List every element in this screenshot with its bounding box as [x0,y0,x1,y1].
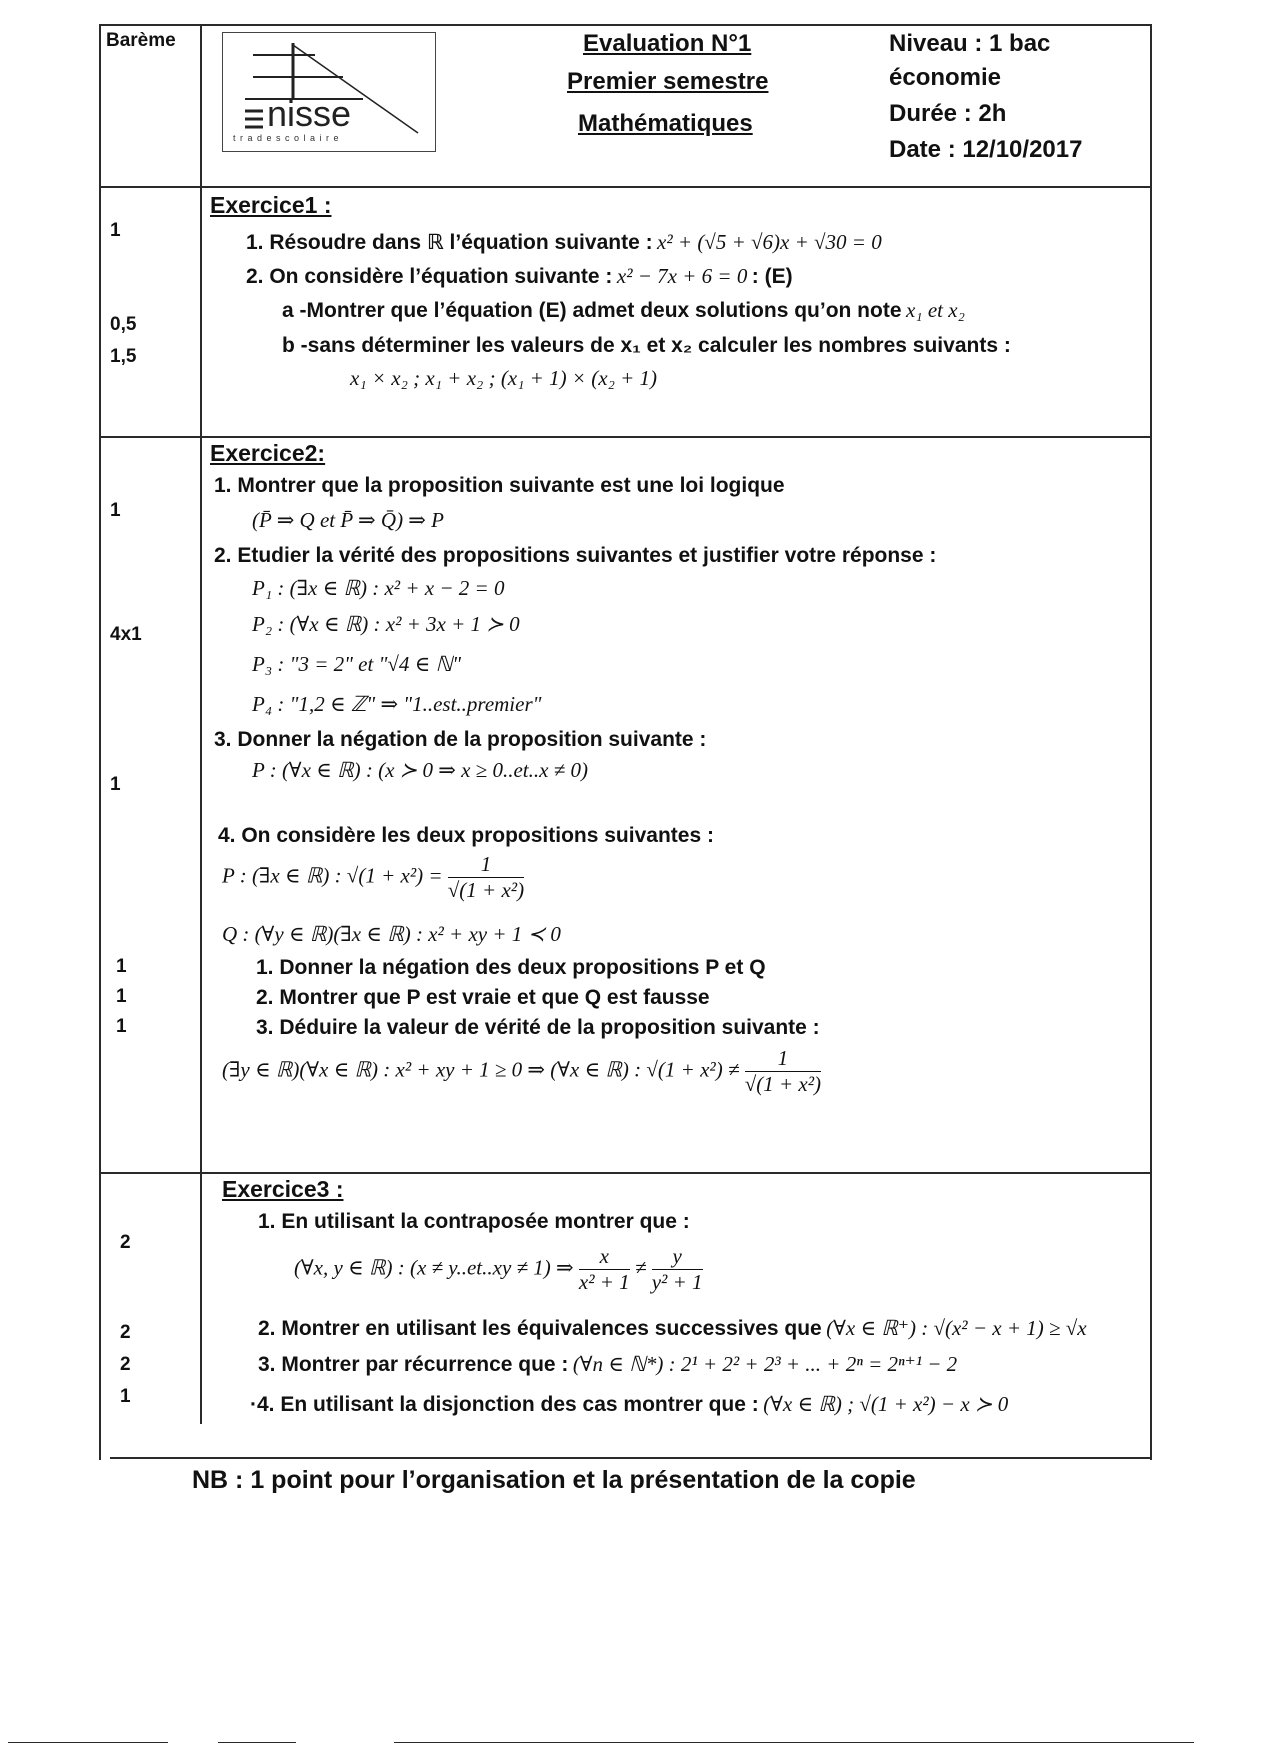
ex3-score-1: 2 [120,1232,131,1253]
ex2-s3-fraction [745,1046,821,1097]
subject-title: Mathématiques [578,110,753,137]
ex2-s3: 3. Déduire la valeur de vérité de la proposition suivante : [256,1016,820,1039]
table-bottom-border [110,1457,1152,1459]
ex3-score-3: 2 [120,1354,131,1375]
ex3-q1-den1: x² + 1 [578,1270,630,1294]
ex2-p4: P₄ : "1,2 ∈ ℤ" ⇒ "1..est..premier" [252,692,542,716]
ex3-q1-num1: x [579,1244,630,1270]
ex2-q1-text: 1. Montrer que la proposition suivante est une loi logique [214,474,785,497]
ex2-s3-den: √(1 + x²) [744,1072,822,1096]
ex1-q2-text: 2. On considère l’équation suivante : [246,265,613,288]
scan-edge-line-3 [394,1742,1194,1743]
ex3-q2-math: (∀x ∈ ℝ⁺) : √(x² − x + 1) ≥ √x [826,1316,1087,1340]
ex1-q2 [246,264,793,289]
ex2-q4-p-left: P : (∃x ∈ ℝ) : √(1 + x²) = [222,863,443,888]
ex2-q4-p [222,852,524,903]
ex2-p1: P₁ : (∃x ∈ ℝ) : x² + x − 2 = 0 [252,576,505,600]
ex1-q1-math: x² + (√5 + √6)x + √30 = 0 [657,230,882,254]
ex2-s2: 2. Montrer que P est vraie et que Q est fausse [256,986,710,1009]
bareme-label: Barème [106,30,176,51]
ex2-q1-math: (P̄ ⇒ Q et P̄ ⇒ Q̄) ⇒ P [252,508,444,532]
ex2-score-4: 1 [116,956,127,977]
ex1-q2-tag: : (E) [751,265,793,288]
table-left-border [99,24,101,1460]
ex2-q4-p-den: √(1 + x²) [447,878,525,902]
ex3-q1-neq: ≠ [634,1255,647,1280]
table-right-border [1150,24,1152,1460]
semester-title: Premier semestre [567,68,769,95]
eval-title: Evaluation N°1 [583,30,752,57]
ex2-score-3: 1 [110,774,121,795]
ex2-p2: P₂ : (∀x ∈ ℝ) : x² + 3x + 1 ≻ 0 [252,612,520,636]
ex1-q1-text: 1. Résoudre dans ℝ l’équation suivante : [246,231,653,254]
ex2-score-1: 1 [110,500,121,521]
ex1-score-2: 0,5 [110,314,137,335]
scan-edge-line-2 [218,1742,296,1743]
ex2-score-2: 4x1 [110,624,142,645]
filiere: économie [889,64,1002,91]
ex3-score-4: 1 [120,1386,131,1407]
table-top-border [100,24,1152,26]
ex1-score-1: 1 [110,220,121,241]
ex3-q3 [258,1352,957,1377]
ex2-q4-p-num: 1 [448,852,524,878]
ex2-row-divider [100,1172,1152,1174]
ex2-q2-text: 2. Etudier la vérité des propositions suivantes et justifier votre réponse : [214,544,937,567]
ex1-score-3: 1,5 [110,346,137,367]
ex3-q1-text: 1. En utilisant la contraposée montrer que : [258,1210,690,1233]
ex3-q4-text: ·4. En utilisant la disjonction des cas montrer que : [250,1393,759,1416]
ex2-score-6: 1 [116,1016,127,1037]
duree: Durée : 2h [889,100,1007,127]
ex2-q4-text: 4. On considère les deux propositions suivantes : [218,824,714,847]
ex1-qa-text: a -Montrer que l’équation (E) admet deux solutions qu’on note [282,299,902,322]
ex2-s3-num: 1 [745,1046,821,1072]
ex2-title: Exercice2: [210,440,326,466]
ex3-score-2: 2 [120,1322,131,1343]
ex2-q3-math: P : (∀x ∈ ℝ) : (x ≻ 0 ⇒ x ≥ 0..et..x ≠ 0) [252,758,588,782]
ex3-q2 [258,1316,1087,1341]
ex1-qa-math: x₁ et x₂ [905,298,965,322]
school-logo [222,32,436,152]
ex1-qb-math: x₁ × x₂ ; x₁ + x₂ ; (x₁ + 1) × (x₂ + 1) [350,366,658,390]
ex1-row-divider [100,436,1152,438]
ex3-q1-fraction-x [579,1244,630,1295]
niveau: Niveau : 1 bac [889,30,1051,57]
score-column-divider [200,24,202,1424]
logo-text: nisse [267,93,352,134]
exam-date: Date : 12/10/2017 [889,136,1083,163]
ex3-q1-num2: y [652,1244,703,1270]
ex3-q2-text: 2. Montrer en utilisant les équivalences successives que [258,1317,822,1340]
ex2-q4-p-fraction [448,852,524,903]
ex2-q3-text: 3. Donner la négation de la proposition suivante : [214,728,707,751]
header-row-divider [100,186,1152,188]
ex3-title: Exercice3 : [222,1176,344,1202]
ex3-q1-math [294,1244,703,1295]
ex3-q3-math: (∀n ∈ ℕ*) : 2¹ + 2² + 2³ + ... + 2ⁿ = 2ⁿ⁺¹ − 2 [572,1352,958,1376]
logo-subtext: t r a d e s c o l a i r e [233,133,340,143]
ex2-p3: P₃ : "3 = 2" et "√4 ∈ ℕ" [252,652,462,676]
ex3-q1-left: (∀x, y ∈ ℝ) : (x ≠ y..et..xy ≠ 1) ⇒ [294,1255,574,1280]
footer-note: NB : 1 point pour l’organisation et la présentation de la copie [192,1466,916,1494]
scan-edge-line-1 [8,1742,168,1743]
ex1-q1 [246,230,882,255]
ex1-qb-text: b -sans déterminer les valeurs de x₁ et x₂ calculer les nombres suivants : [282,334,1011,357]
ex3-q1-fraction-y [652,1244,703,1295]
ex1-qa [282,298,965,323]
ex1-title: Exercice1 : [210,192,332,218]
ex3-q1-den2: y² + 1 [651,1270,703,1294]
ex2-s3-math [222,1046,821,1097]
ex1-q2-math: x² − 7x + 6 = 0 [616,264,748,288]
ex3-q3-text: 3. Montrer par récurrence que : [258,1353,569,1376]
ex3-q4-math: (∀x ∈ ℝ) ; √(1 + x²) − x ≻ 0 [763,1392,1009,1416]
ex3-q4 [250,1392,1008,1417]
ex2-s1: 1. Donner la négation des deux propositions P et Q [256,956,766,979]
ex2-score-5: 1 [116,986,127,1007]
ex2-q4-q: Q : (∀y ∈ ℝ)(∃x ∈ ℝ) : x² + xy + 1 ≺ 0 [222,922,561,946]
ex2-s3-left: (∃y ∈ ℝ)(∀x ∈ ℝ) : x² + xy + 1 ≥ 0 ⇒ (∀x ∈ ℝ) : √(1 + x²) ≠ [222,1057,740,1082]
